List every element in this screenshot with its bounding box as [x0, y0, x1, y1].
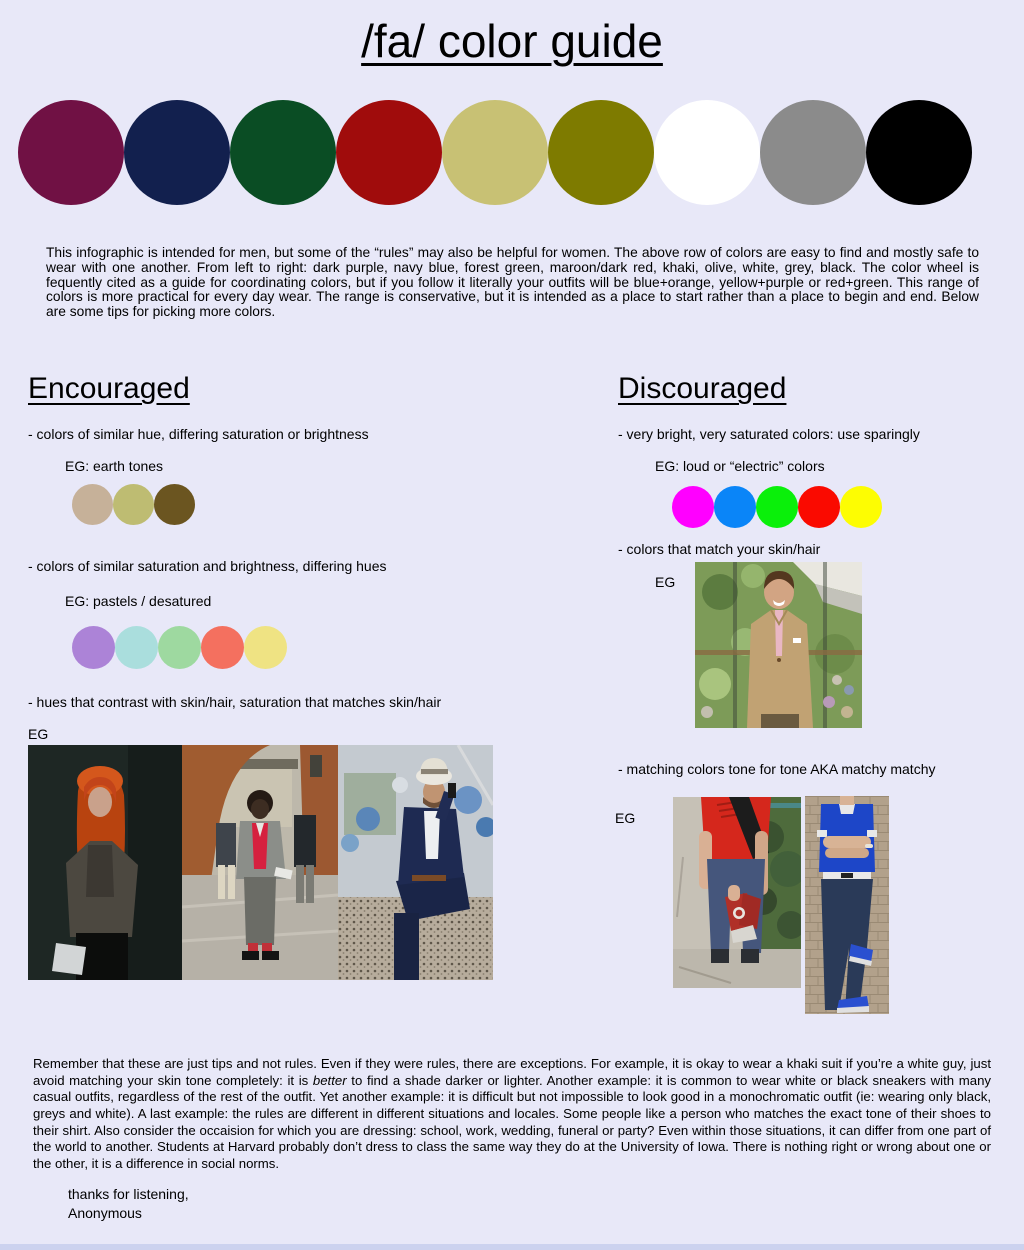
swatch-pastel-green — [158, 626, 201, 669]
electric-palette — [672, 486, 882, 528]
outro-text-2: to find a shade darker or lighter. Another example: it is common to wear white or black sneakers with many casual outfits, regardless of the rest of the outfit. Yet another example: it is difficult but not impossible to look good in a monochromatic outfit (ie: wearing only black, greys and white). A last example: the rules are different in different situations and locales. Some people like a person who matches the exact tone of their shoes to their shirt. Also consider the occaision for which you are dressing: school, work, wedding, funeral or party? Even within those situations, it can differ from one part of the world to another. Students at Harvard probably don’t dress to class the same way they do at the University of Iowa. There is nothing right or wrong about one or the other, it is a difference in social norms. — [33, 1072, 991, 1171]
outro-paragraph — [33, 1056, 991, 1172]
swatch-pastel-cyan — [115, 626, 158, 669]
eg-earth-tones-label: EG: earth tones — [65, 458, 164, 474]
bottom-edge-strip — [0, 1244, 1024, 1250]
earth-tone-palette — [72, 484, 195, 525]
tip-skin-match: - colors that match your skin/hair — [618, 541, 821, 557]
swatch-pastel-salmon — [201, 626, 244, 669]
intro-paragraph: This infographic is intended for men, but some of the “rules” may also be helpful for women. The above row of colors are easy to find and mostly safe to wear with one another. From left to right: dark purple, navy blue, forest green, maroon/dark red, khaki, olive, white, grey, black. The color wheel is fequently cited as a guide for coordinating colors, but if you follow it literally your outfits will be blue+orange, yellow+purple or red+green. This range of colors is more practical for every day wear. The range is conservative, but it is intended as a place to start rather than a place to begin and end. Below are some tips for picking more colors. — [46, 245, 979, 319]
swatch-white — [654, 100, 760, 205]
eg-matchy-label: EG — [615, 810, 636, 826]
photo-khaki-suit-man — [695, 562, 862, 728]
swatch-black — [866, 100, 972, 205]
photo-red-shirt-red-shoes — [673, 797, 801, 988]
discouraged-heading: Discouraged — [618, 372, 787, 405]
eg-skin-label: EG — [655, 574, 676, 590]
swatch-earth-tan — [72, 484, 113, 525]
outro-text-1: Remember that these are just tips and not rules. Even if they were rules, there are exceptions. For example, it is okay to wear a khaki suit if you’re a white guy, just avoid matching your skin tone completely: it is — [33, 1056, 991, 1088]
pastel-palette — [72, 626, 287, 669]
photo-grey-suit-red-sweater — [182, 745, 338, 980]
encouraged-heading: Encouraged — [28, 372, 190, 405]
page-title: /fa/ color guide — [361, 15, 663, 67]
outro-italic-word: better — [312, 1072, 347, 1088]
photo-redhead-woman — [28, 745, 182, 980]
swatch-khaki — [442, 100, 548, 205]
swatch-dark-purple — [18, 100, 124, 205]
photo-navy-suit-white-hat — [338, 745, 493, 980]
main-color-palette — [18, 100, 972, 205]
swatch-earth-brown — [154, 484, 195, 525]
swatch-pastel-lavender — [72, 626, 115, 669]
signoff-line2: Anonymous — [68, 1205, 142, 1221]
swatch-pastel-yellow — [244, 626, 287, 669]
tip-matchy: - matching colors tone for tone AKA matchy matchy — [618, 761, 936, 777]
tip-contrast-skin: - hues that contrast with skin/hair, saturation that matches skin/hair — [28, 694, 442, 710]
tip-bright-colors: - very bright, very saturated colors: use sparingly — [618, 426, 920, 442]
signoff — [68, 1185, 189, 1223]
swatch-navy-blue — [124, 100, 230, 205]
tip-similar-hue: - colors of similar hue, differing saturation or brightness — [28, 426, 369, 442]
swatch-electric-blue — [714, 486, 756, 528]
signoff-line1: thanks for listening, — [68, 1186, 189, 1202]
swatch-electric-green — [756, 486, 798, 528]
contrast-example-photos — [28, 745, 493, 980]
swatch-forest-green — [230, 100, 336, 205]
swatch-earth-khaki — [113, 484, 154, 525]
swatch-electric-yellow — [840, 486, 882, 528]
swatch-electric-magenta — [672, 486, 714, 528]
swatch-electric-red — [798, 486, 840, 528]
eg-pastels-label: EG: pastels / desatured — [65, 593, 212, 609]
swatch-olive — [548, 100, 654, 205]
swatch-grey — [760, 100, 866, 205]
swatch-maroon-dark-red — [336, 100, 442, 205]
photo-blue-polo-blue-shoes — [805, 796, 889, 1014]
eg-contrast-label: EG — [28, 726, 49, 742]
tip-similar-saturation: - colors of similar saturation and brightness, differing hues — [28, 558, 387, 574]
eg-electric-label: EG: loud or “electric” colors — [655, 458, 825, 474]
